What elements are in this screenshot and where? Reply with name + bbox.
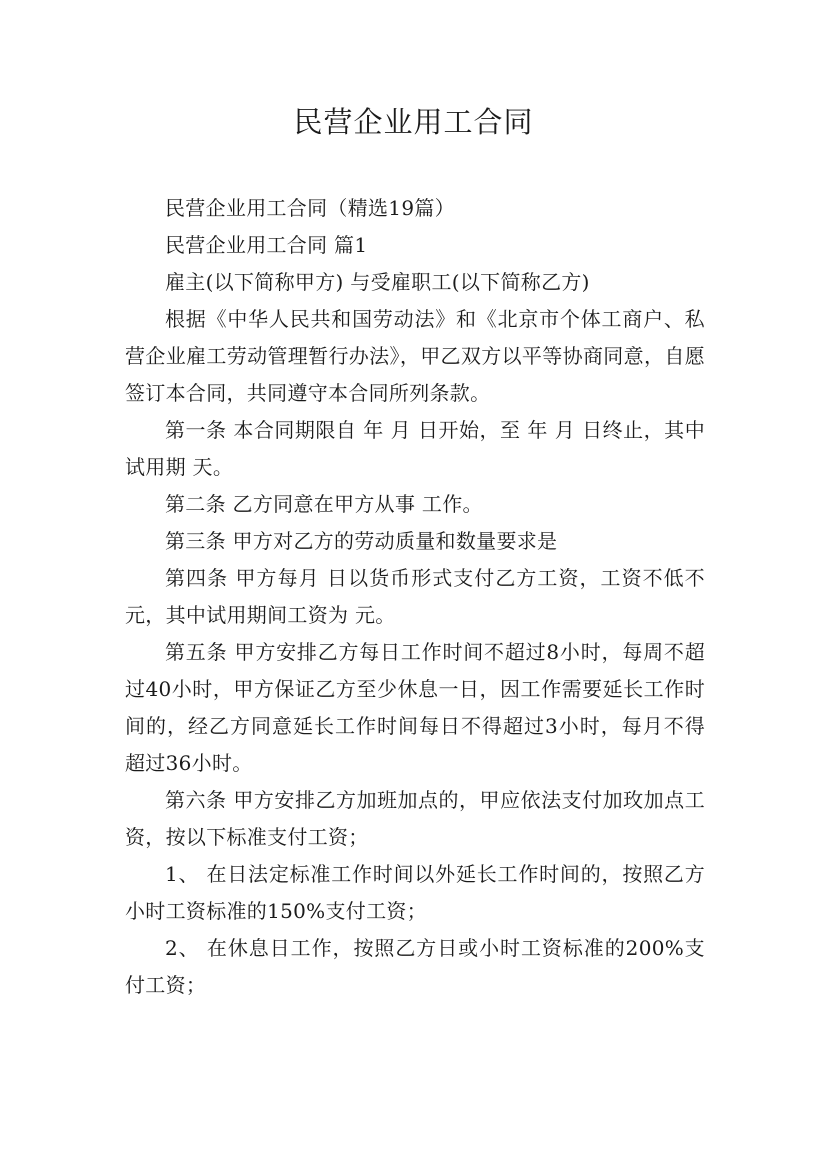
paragraph-parties: 雇主(以下简称甲方) 与受雇职工(以下简称乙方)	[165, 270, 590, 294]
paragraph-item-2: 2、 在休息日工作，按照乙方日或小时工资标准的200%支付工资；	[125, 936, 705, 997]
paragraph-article-3: 第三条 甲方对乙方的劳动质量和数量要求是	[165, 529, 558, 553]
paragraph-article-6: 第六条 甲方安排乙方加班加点的，甲应依法支付加玫加点工资，按以下标准支付工资；	[125, 788, 705, 849]
document-body	[125, 190, 705, 1004]
paragraph-article-4: 第四条 甲方每月 日以货币形式支付乙方工资，工资不低不 元，其中试用期间工资为 元。	[125, 566, 705, 627]
document-title: 民营企业用工合同	[293, 105, 534, 139]
paragraph-section-heading: 民营企业用工合同 篇1	[165, 233, 368, 257]
paragraph-article-1: 第一条 本合同期限自 年 月 日开始，至 年 月 日终止，其中试用期 天。	[125, 418, 705, 479]
paragraph-item-1: 1、 在日法定标准工作时间以外延长工作时间的，按照乙方小时工资标准的150%支付工资；	[125, 862, 705, 923]
paragraph-article-2: 第二条 乙方同意在甲方从事 工作。	[165, 492, 483, 516]
paragraph-subtitle: 民营企业用工合同（精选19篇）	[165, 196, 455, 220]
paragraph-preamble: 根据《中华人民共和国劳动法》和《北京市个体工商户、私营企业雇工劳动管理暂行办法》，甲乙双方以平等协商同意，自愿签订本合同，共同遵守本合同所列条款。	[125, 307, 705, 405]
paragraph-article-5: 第五条 甲方安排乙方每日工作时间不超过8小时，每周不超过40小时，甲方保证乙方至少休息一日，因工作需要延长工作时间的，经乙方同意延长工作时间每日不得超过3小时，每月不得超过36小时。	[125, 640, 705, 775]
